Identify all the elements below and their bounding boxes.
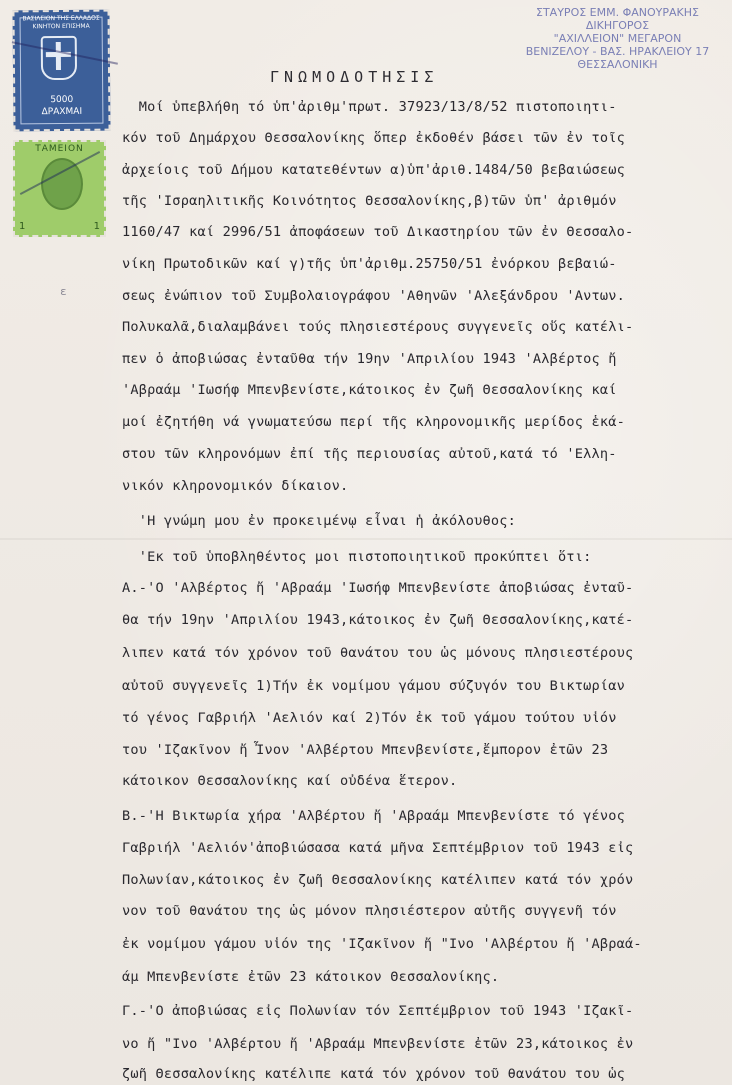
text-line: θα τήν 19ην 'Απριλίου 1943,κάτοικος ἐν ζωῆ Θεσσαλονίκης,κατέ- bbox=[122, 612, 634, 628]
text-line: ἐκ νομίμου γάμου υἱόν της 'Ιζακῖνον ἤ "Ινο 'Αλβέρτου ἤ 'Αβραά- bbox=[122, 936, 642, 952]
text-line: νικόν κληρονομικόν δίκαιον. bbox=[122, 478, 349, 494]
text-line: σεως ἐνώπιον τοῦ Συμβολαιογράφου 'Αθηνῶν 'Αλεξάνδρου 'Αντων. bbox=[122, 288, 626, 304]
letterhead-profession: ΔΙΚΗΓΟΡΟΣ bbox=[585, 19, 650, 32]
text-line: κάτοικον Θεσσαλονίκης καί οὐδένα ἕτερον. bbox=[122, 773, 458, 789]
text-line: μοί ἐζητήθη νά γνωματεύσω περί τῆς κληρονομικῆς μερίδος ἑκά- bbox=[122, 414, 626, 430]
text-line: του 'Ιζακῖνον ἤ Ἶνον 'Αλβέρτου Μπενβενίστε,ἔμπορον ἐτῶν 23 bbox=[122, 742, 609, 758]
stamp-green-value-left: 1 bbox=[19, 221, 26, 232]
margin-mark: ε bbox=[60, 285, 67, 298]
text-line: Γαβριήλ 'Αελιόν'ἀποβιώσασα κατά μῆνα Σεπτέμβριον τοῦ 1943 εἰς bbox=[122, 840, 634, 856]
revenue-stamp-blue bbox=[12, 10, 110, 132]
text-line: κόν τοῦ Δημάρχου Θεσσαλονίκης ὅπερ ἐκδοθέν βάσει τῶν ἐν τοῖς bbox=[122, 130, 626, 146]
text-line: τῆς 'Ισραηλιτικῆς Κοινότητος Θεσσαλονίκης,β)τῶν ὑπ' ἀριθμόν bbox=[122, 193, 617, 209]
letterhead-address: ΒΕΝΙΖΕΛΟΥ - ΒΑΣ. ΗΡΑΚΛΕΙΟΥ 17 bbox=[525, 45, 710, 58]
text-line: λιπεν κατά τόν χρόνον τοῦ θανάτου του ὡς μόνους πλησιεστέρους bbox=[122, 645, 634, 661]
text-line: Β.-'Η Βικτωρία χήρα 'Αλβέρτου ἤ 'Αβραάμ Μπενβενίστε τό γένος bbox=[122, 808, 626, 824]
text-line: Μοί ὑπεβλήθη τό ὑπ'ἀριθμ'πρωτ. 37923/13/8/52 πιστοποιητι- bbox=[122, 99, 617, 115]
text-line: 'Αβραάμ 'Ιωσήφ Μπενβενίστε,κάτοικος ἐν ζωῆ Θεσσαλονίκης καί bbox=[122, 382, 617, 398]
revenue-stamp-green bbox=[13, 140, 106, 237]
stamp-blue-value: 5000 ΔΡΑΧΜΑΙ bbox=[41, 94, 83, 118]
portrait-icon bbox=[41, 158, 83, 210]
document-title: ΓΝΩΜΟΔΟΤΗΣΙΣ bbox=[270, 68, 439, 86]
letterhead-city: ΘΕΣΣΑΛΟΝΙΚΗ bbox=[577, 58, 658, 71]
text-line: 1160/47 καί 2996/51 ἀποφάσεων τοῦ Δικαστηρίου τῶν ἐν Θεσσαλο- bbox=[122, 224, 634, 240]
text-line: νίκη Πρωτοδικῶν καί γ)τῆς ὑπ'ἀριθμ.25750/51 ἐνόρκου βεβαιώ- bbox=[122, 256, 617, 272]
stamp-green-value-right: 1 bbox=[93, 221, 100, 232]
lawyer-letterhead bbox=[505, 6, 730, 71]
text-line: Πολυκαλᾶ,διαλαμβάνει τούς πλησιεστέρους συγγενεῖς οὕς κατέλι- bbox=[122, 319, 634, 335]
text-line: στου τῶν κληρονόμων ἐπί τῆς περιουσίας αὐτοῦ,κατά τό 'Ελλη- bbox=[122, 446, 617, 462]
paper-fold bbox=[0, 538, 732, 540]
text-line: νο ἤ "Ινο 'Αλβέρτου ἤ 'Αβραάμ Μπενβενίστε ἐτῶν 23,κάτοικος ἐν bbox=[122, 1036, 634, 1052]
text-line: Γ.-'Ο ἀποβιώσας εἰς Πολωνίαν τόν Σεπτέμβριον τοῦ 1943 'Ιζακῖ- bbox=[122, 1003, 634, 1019]
stamp-blue-heading: ΒΑΣΙΛΕΙΟΝ ΤΗΣ ΕΛΛΑΔΟΣ ΚΙΝΗΤΟΝ ΕΠΙΣΗΜΑ bbox=[22, 14, 100, 31]
text-line: πεν ὁ ἀποβιώσας ἐνταῦθα τήν 19ην 'Απριλίου 1943 'Αλβέρτος ἤ bbox=[122, 351, 617, 367]
letterhead-name: ΣΤΑΥΡΟΣ ΕΜΜ. ΦΑΝΟΥΡΑΚΗΣ bbox=[536, 6, 699, 19]
text-line: ἀρχείοις τοῦ Δήμου κατατεθέντων α)ὑπ'ἀριθ.1484/50 βεβαιώσεως bbox=[122, 162, 626, 178]
text-line: Πολωνίαν,κάτοικος ἐν ζωῆ Θεσσαλονίκης κατέλιπεν κατά τόν χρόν bbox=[122, 872, 634, 888]
text-line: τό γένος Γαβριήλ 'Αελιόν καί 2)Τόν ἐκ τοῦ γάμου τούτου υἱόν bbox=[122, 710, 617, 726]
text-line: νον τοῦ θανάτου της ὡς μόνον πλησιέστερον αὐτῆς συγγενῆ τόν bbox=[122, 903, 617, 919]
text-line: 'Εκ τοῦ ὑποβληθέντος μοι πιστοποιητικοῦ προκύπτει ὅτι: bbox=[122, 549, 592, 565]
letterhead-building: "ΑΧΙΛΛΕΙΟΝ" ΜΕΓΑΡΟΝ bbox=[553, 32, 682, 45]
text-line: Α.-'Ο 'Αλβέρτος ἤ 'Αβραάμ 'Ιωσήφ Μπενβενίστε ἀποβιώσας ἐνταῦ- bbox=[122, 580, 634, 596]
text-line: αὐτοῦ συγγενεῖς 1)Τήν ἐκ νομίμου γάμου σύζυγόν του Βικτωρίαν bbox=[122, 678, 626, 694]
text-line: ζωῆ Θεσσαλονίκης κατέλιπε κατά τόν χρόνον τοῦ θανάτου του ὡς bbox=[122, 1066, 626, 1082]
text-line: άμ Μπενβενίστε ἐτῶν 23 κάτοικον Θεσσαλονίκης. bbox=[122, 969, 500, 985]
text-line: 'Η γνώμη μου ἐν προκειμένῳ εἶναι ἡ ἀκόλουθος: bbox=[122, 513, 517, 529]
cross-shield-icon bbox=[41, 36, 77, 80]
stamp-green-heading: ΤΑΜΕΙΟΝ bbox=[35, 144, 84, 154]
